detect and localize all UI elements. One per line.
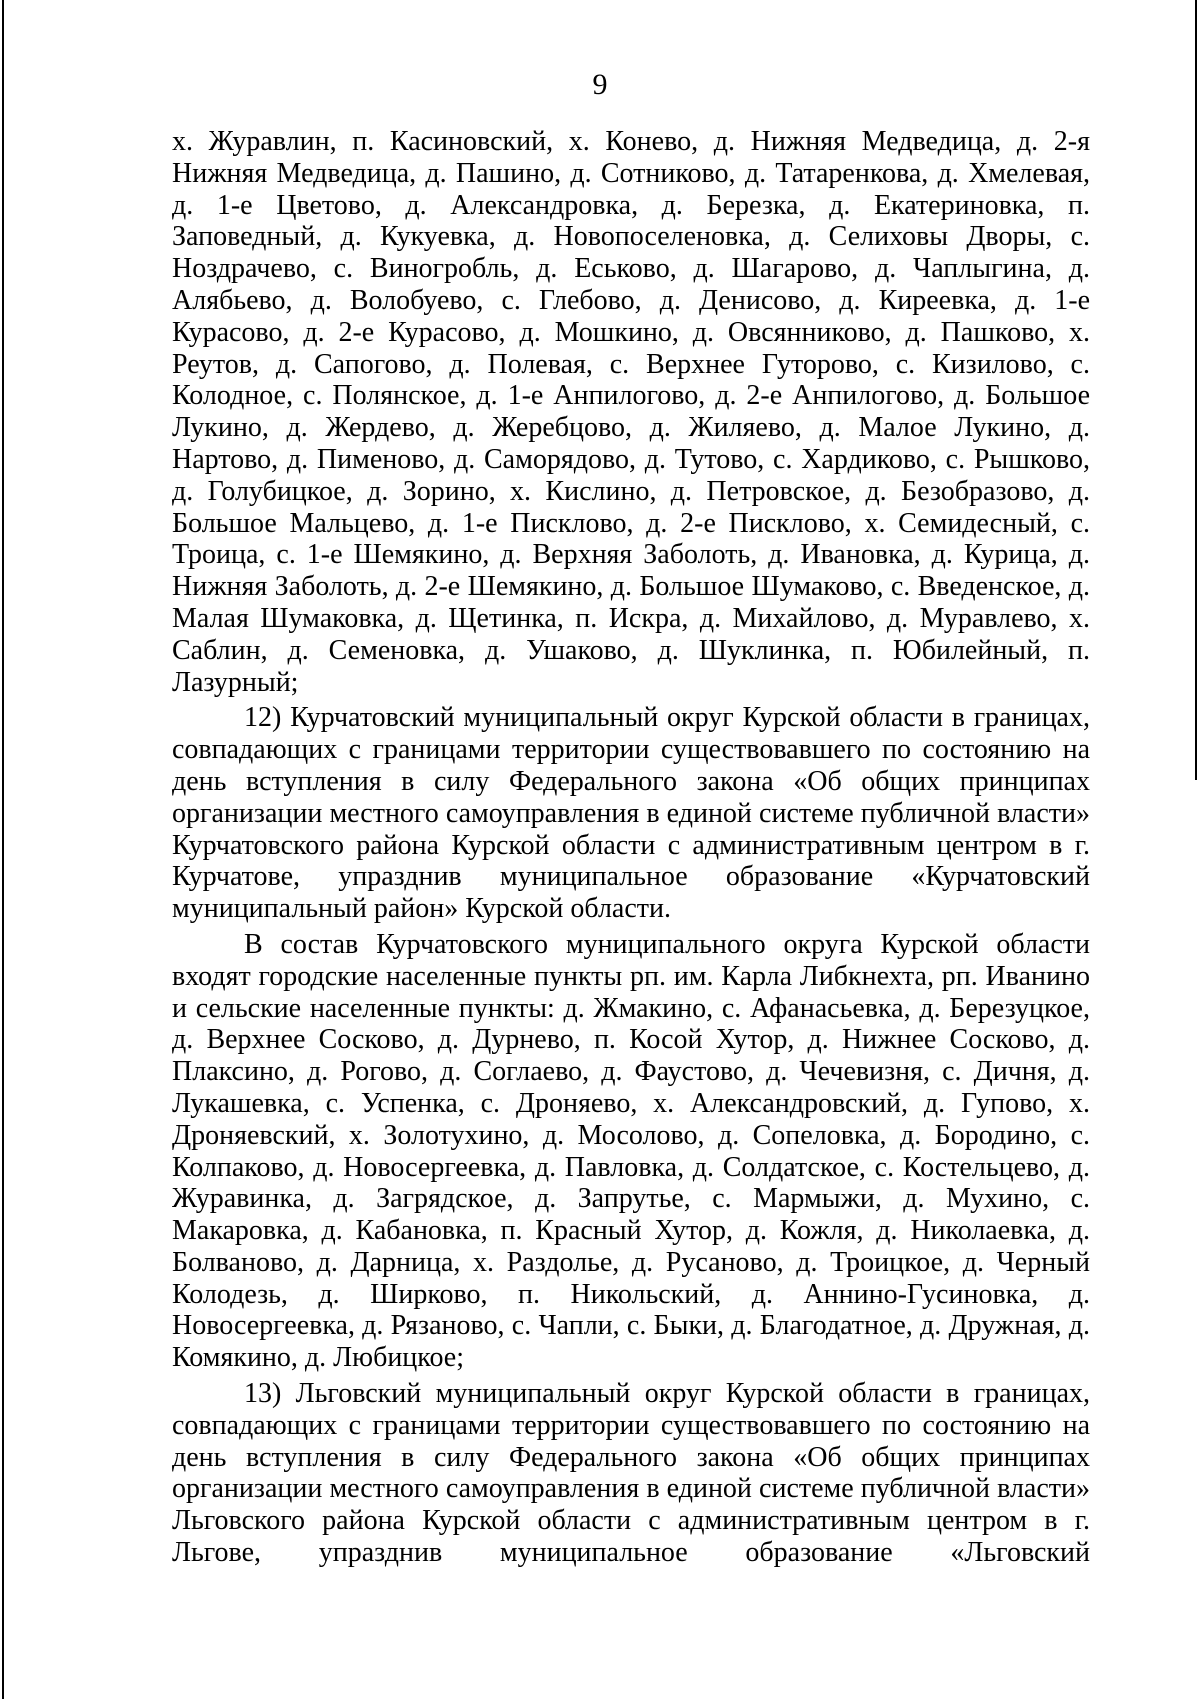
scan-edge-left bbox=[2, 0, 4, 1699]
paragraph-kurchatov-settlements: В состав Курчатовского муниципального округа Курской области входят городские населенные пункты рп. им. Карла Либкнехта, рп. Иванино и сельские населенные пункты: д. Жмакино, с. Афанасьевка, д. Березуцкое, д. Верхнее Сосково, д. Дурнево, п. Косой Хутор, д. Нижнее Сосково, д. Плаксино, д. Рогово, д. Соглаево, д. Фаустово, д. Чечевизня, с. Дичня, д. Лукашевка, с. Успенка, с. Дроняево, х. Александровский, д. Гупово, х. Дроняевский, х. Золотухино, д. Мосолово, д. Сопеловка, д. Бородино, с. Колпаково, д. Новосергеевка, д. Павловка, д. Солдатское, с. Костельцево, д. Журавинка, д. Загрядское, д. Запрутье, с. Мармыжи, д. Мухино, с. Макаровка, д. Кабановка, п. Красный Хутор, д. Кожля, д. Николаевка, д. Болваново, д. Дарница, х. Раздолье, д. Русаново, д. Троицкое, д. Черный Колодезь, д. Ширково, п. Никольский, д. Аннино-Гусиновка, д. Новосергеевка, д. Рязаново, с. Чапли, с. Быки, д. Благодатное, д. Дружная, д. Комякино, д. Любицкое; bbox=[172, 928, 1090, 1374]
paragraph-item-13-lgov-district: 13) Льговский муниципальный округ Курской области в границах, совпадающих с границами территории существовавшего по состоянию на день вступления в силу Федерального закона «Об общих принципах организации местного самоуправления в единой системе публичной власти» Льговского района Курской области с административным центром в г. Льгове, упразднив муниципальное образование «Льговский bbox=[172, 1378, 1090, 1569]
page-number: 9 bbox=[592, 68, 608, 101]
paragraph-settlements-list: х. Журавлин, п. Касиновский, х. Конево, д. Нижняя Медведица, д. 2-я Нижняя Медведица, д. Пашино, д. Сотниково, д. Татаренкова, д. Хмелевая, д. 1-е Цветово, д. Александровка, д. Березка, д. Екатериновка, п. Заповедный, д. Кукуевка, д. Новопоселеновка, д. Селиховы Дворы, с. Ноздрачево, с. Виногробль, д. Еськово, д. Шагарово, д. Чаплыгина, д. Алябьево, д. Волобуево, с. Глебово, д. Денисово, д. Киреевка, д. 1-е Курасово, д. 2-е Курасово, д. Мошкино, д. Овсянниково, д. Пашково, х. Реутов, д. Сапогово, д. Полевая, с. Верхнее Гуторово, с. Кизилово, с. Колодное, с. Полянское, д. 1-е Анпилогово, д. 2-е Анпилогово, д. Большое Лукино, д. Жердево, д. Жеребцово, д. Жиляево, д. Малое Лукино, д. Нартово, д. Пименово, д. Саморядово, д. Тутово, с. Хардиково, с. Рышково, д. Голубицкое, д. Зорино, х. Кислино, д. Петровское, д. Безобразово, д. Большое Мальцево, д. 1-е Писклово, д. 2-е Писклово, х. Семидесный, с. Троица, с. 1-е Шемякино, д. Верхняя Заболоть, д. Ивановка, д. Курица, д. Нижняя Заболоть, д. 2-е Шемякино, д. Большое Шумаково, с. Введенское, д. Малая Шумаковка, д. Щетинка, п. Искра, д. Михайлово, д. Муравлево, х. Саблин, д. Семеновка, д. Ушаково, д. Шуклинка, п. Юбилейный, п. Лазурный; bbox=[172, 126, 1090, 698]
document-body bbox=[172, 126, 1090, 1569]
scan-edge-right bbox=[1195, 0, 1197, 780]
paragraph-item-12-kurchatov-district: 12) Курчатовский муниципальный округ Курской области в границах, совпадающих с границами территории существовавшего по состоянию на день вступления в силу Федерального закона «Об общих принципах организации местного самоуправления в единой системе публичной власти» Курчатовского района Курской области с административным центром в г. Курчатове, упразднив муниципальное образование «Курчатовский муниципальный район» Курской области. bbox=[172, 702, 1090, 925]
